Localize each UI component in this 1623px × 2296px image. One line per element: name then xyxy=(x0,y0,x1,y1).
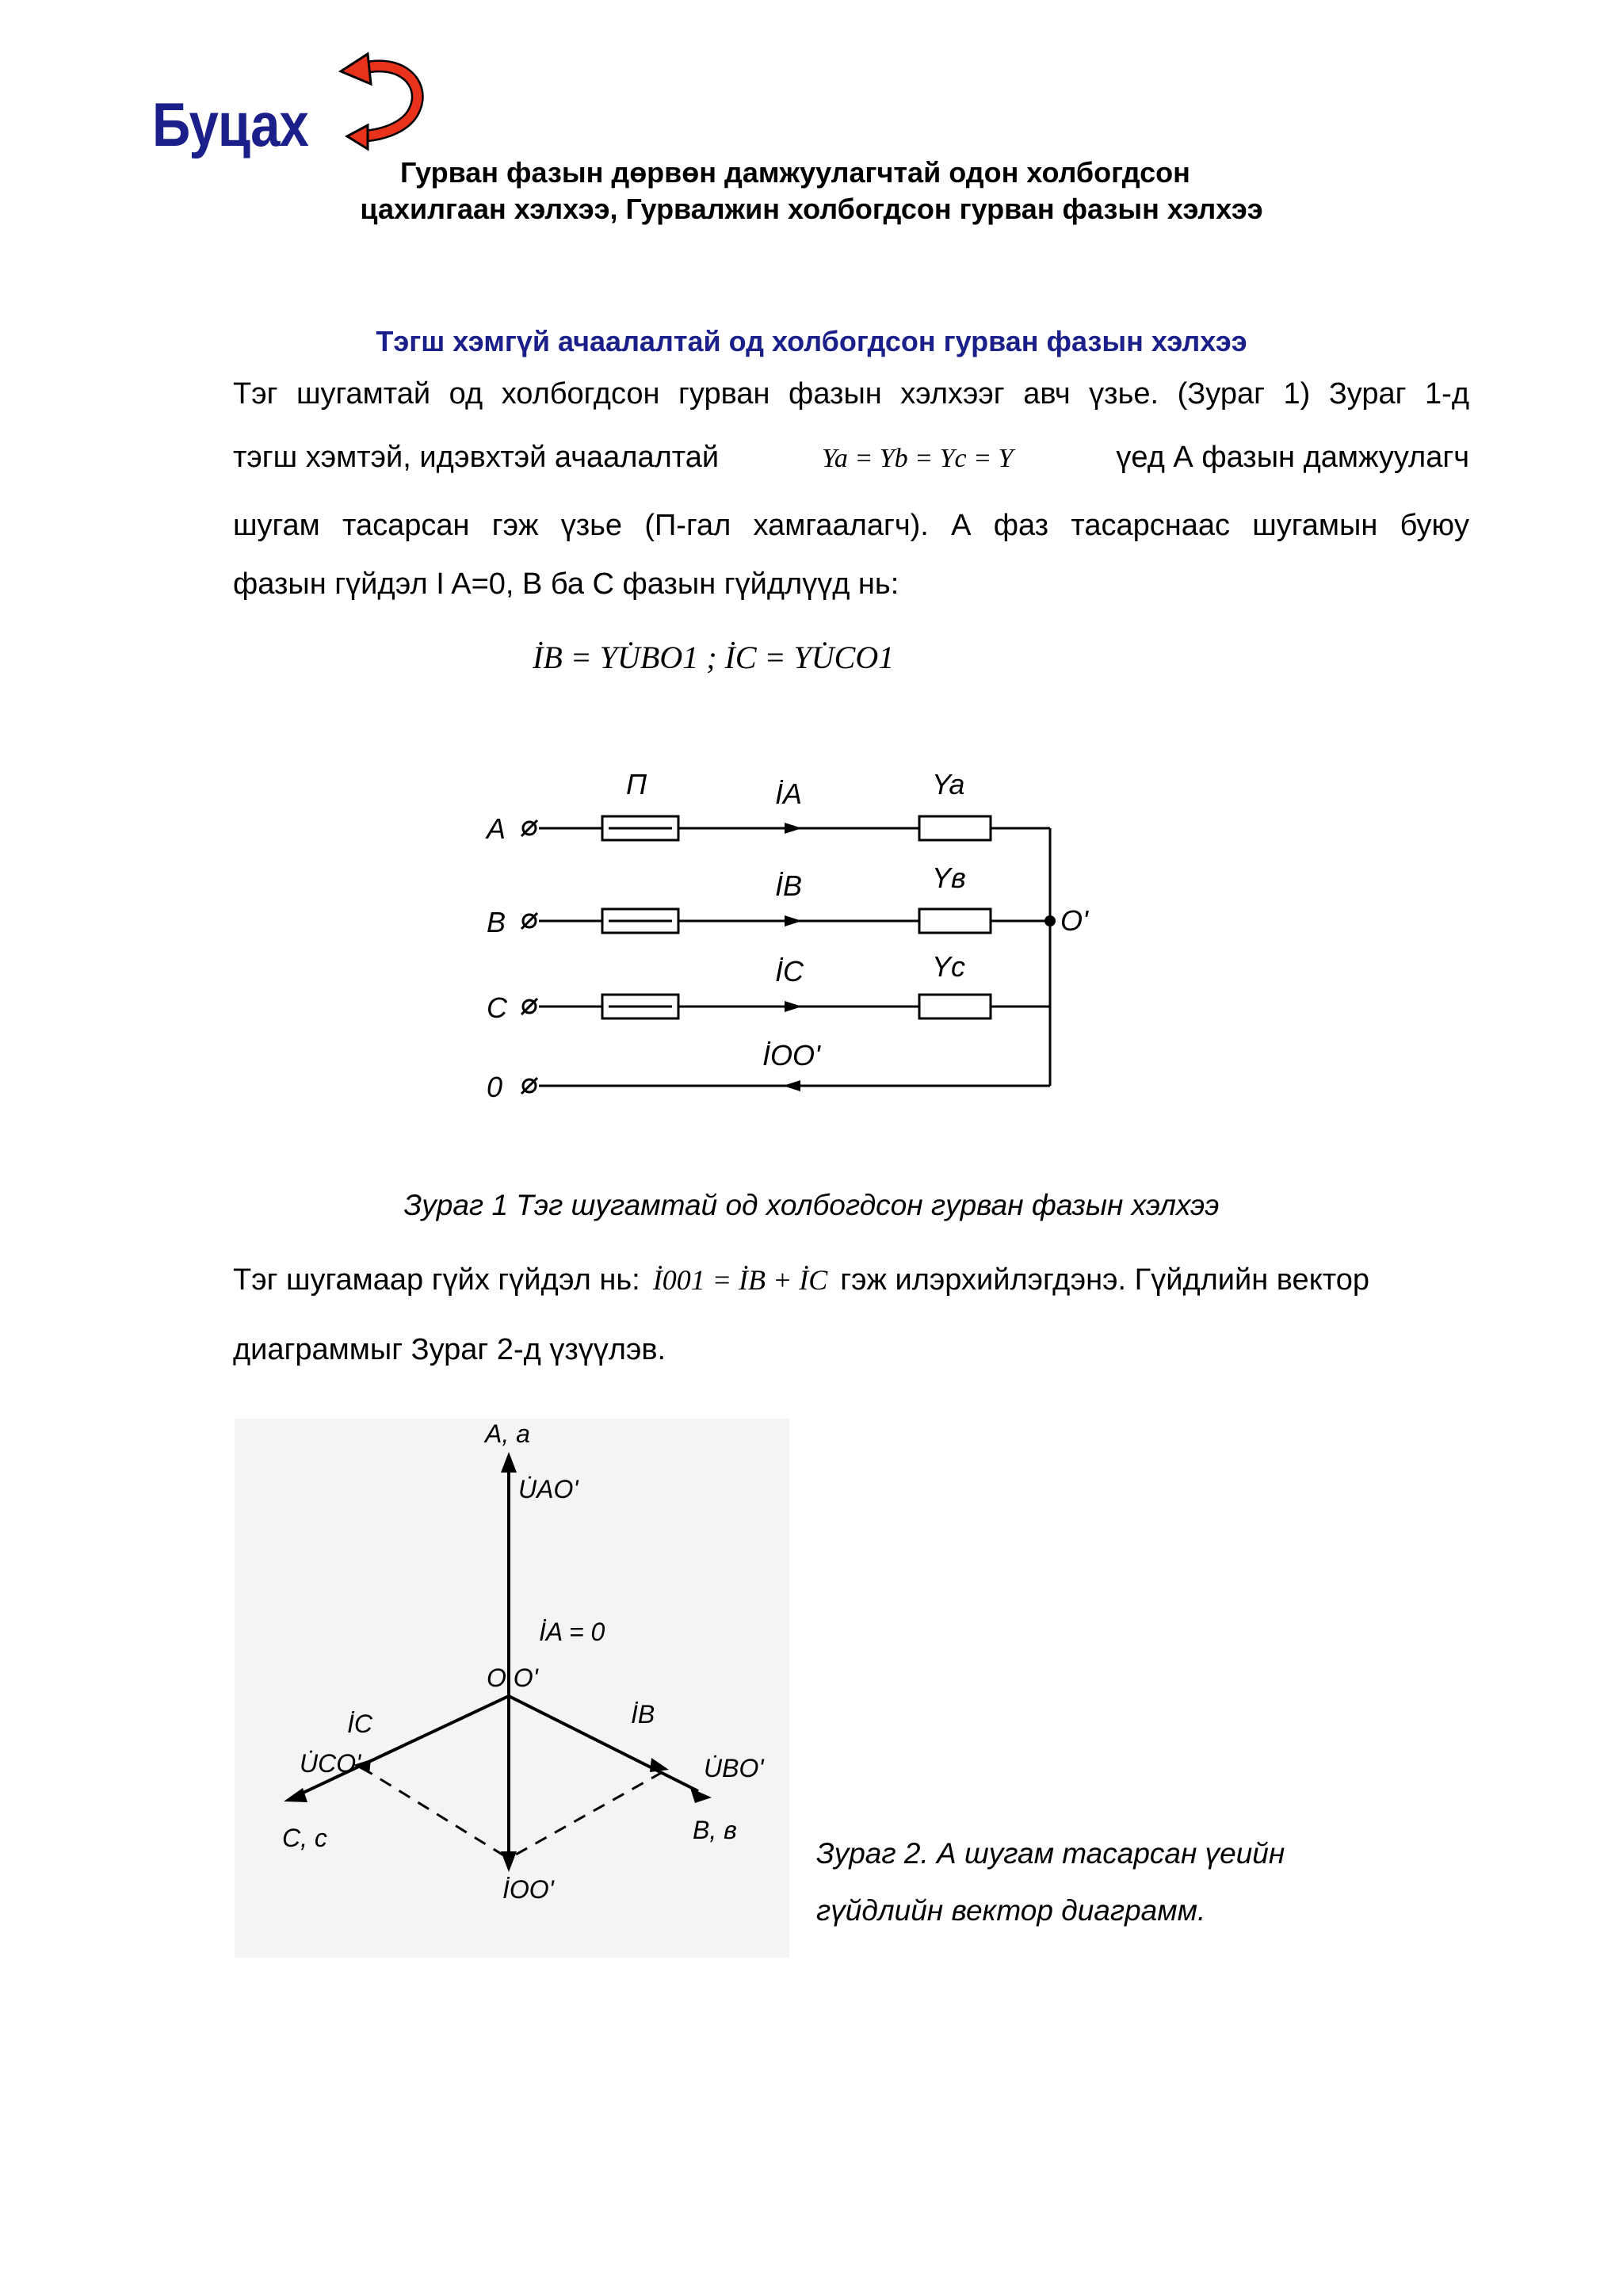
admittance-equation: Ya = Yb = Yc = Y xyxy=(822,444,1014,473)
figure-2-caption-line-1: Зураг 2. А шугам тасарсан үеийн xyxy=(816,1837,1285,1870)
vector-label-b: B, в xyxy=(693,1816,737,1844)
back-link[interactable]: Буцах xyxy=(152,90,309,159)
vector-label-u-ao: U̇AO' xyxy=(518,1475,579,1503)
vector-label-ic: İC xyxy=(347,1710,372,1738)
load-label-b: Yв xyxy=(932,861,966,894)
paragraph-2-line-1-text-b: гэж илэрхийлэгдэнэ. Гүйдлийн вектор xyxy=(840,1263,1369,1297)
load-label-c: Yc xyxy=(932,950,966,983)
terminal-label-c: C xyxy=(487,991,507,1024)
node-label: O' xyxy=(1060,904,1088,937)
curved-return-arrow-icon[interactable] xyxy=(339,52,428,155)
terminal-label-b: B xyxy=(487,906,506,938)
current-label-b: İB xyxy=(775,869,803,902)
current-equation: İB = YU̇BO1 ; İC = YU̇CO1 xyxy=(533,640,895,675)
figure-1-caption: Зураг 1 Тэг шугамтай од холбогдсон гурван фазын хэлхээ xyxy=(403,1189,1220,1221)
paragraph-2-line-2: диаграммыг Зураг 2-д үзүүлэв. xyxy=(233,1333,666,1366)
terminal-label-a: A xyxy=(487,812,506,845)
paragraph-1-line-2-text-b: үед А фазын дамжуулагч xyxy=(1116,441,1469,474)
vector-label-ib: İB xyxy=(631,1700,655,1729)
paragraph-1-line-3: шугам тасарсан гэж үзье (П-гал хамгаалагч). А фаз тасарснаас шугамын буюу xyxy=(233,509,1469,542)
vector-diagram xyxy=(235,1419,789,1958)
paragraph-1-line-4: фазын гүйдэл I A=0, В ба С фазын гүйдлүүд нь: xyxy=(233,567,899,601)
vector-label-top: A, a xyxy=(485,1419,530,1448)
current-label-a: İA xyxy=(775,777,803,810)
paragraph-2-line-1-text-a: Тэг шугамаар гүйх гүйдэл нь: xyxy=(233,1263,640,1297)
vector-label-ia-zero: İA = 0 xyxy=(539,1618,605,1646)
current-label-c: İC xyxy=(775,955,804,988)
paragraph-1-line-1: Тэг шугамтай од холбогдсон гурван фазын хэлхээг авч үзье. (Зураг 1) Зураг 1-д xyxy=(233,377,1469,411)
terminal-label-0: 0 xyxy=(487,1071,503,1103)
section-heading: Тэгш хэмгүй ачаалалтай од холбогдсон гурван фазын хэлхээ xyxy=(376,325,1247,357)
vector-label-c: C, c xyxy=(282,1824,327,1852)
circuit-diagram xyxy=(475,745,1088,1117)
figure-2-caption-line-2: гүйдлийн вектор диаграмм. xyxy=(816,1894,1206,1927)
load-label-a: Ya xyxy=(932,768,965,800)
fuse-label: П xyxy=(626,768,647,800)
current-label-oo: İOO' xyxy=(762,1039,820,1072)
vector-label-u-bo: U̇BO' xyxy=(704,1754,764,1782)
page-title-line-1: Гурван фазын дөрвөн дамжуулагчтай одон холбогдсон xyxy=(400,156,1190,189)
paragraph-2-line-1 xyxy=(233,1262,1501,1298)
paragraph-1-line-2 xyxy=(233,439,1469,477)
vector-label-origin: O O' xyxy=(487,1664,538,1692)
vector-label-i-oo: İOO' xyxy=(502,1875,554,1904)
vector-label-u-co: U̇CO' xyxy=(300,1749,361,1778)
neutral-current-equation: İ001 = İB + İC xyxy=(652,1264,828,1296)
paragraph-1-line-2-text-a: тэгш хэмтэй, идэвхтэй ачаалалтай xyxy=(233,441,720,474)
page-title-line-2: цахилгаан хэлхээ, Гурвалжин холбогдсон гурван фазын хэлхээ xyxy=(360,193,1263,225)
